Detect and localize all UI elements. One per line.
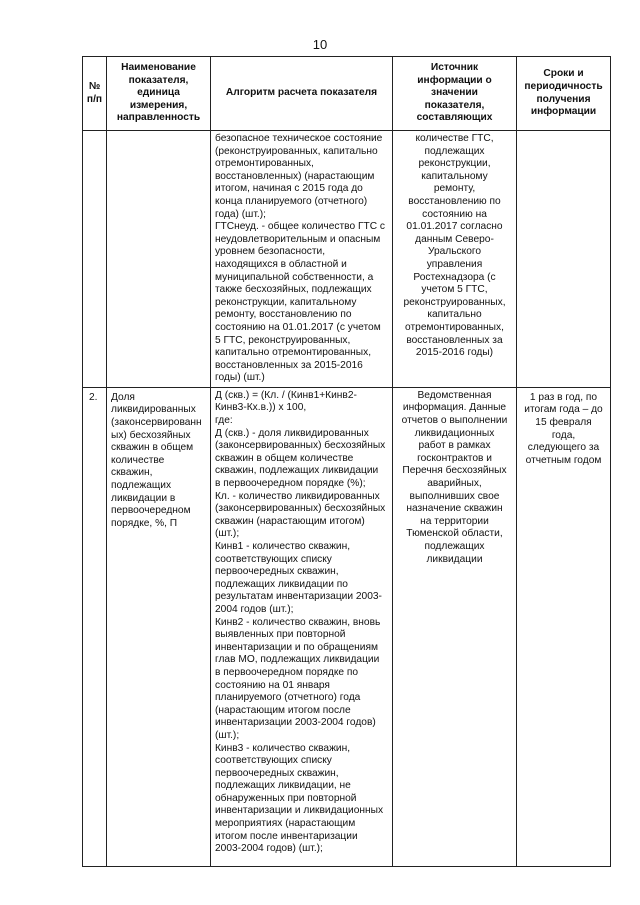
text-line: мероприятиях (нарастающим — [215, 818, 356, 830]
text-line: Кинв3 - количество скважин, — [215, 742, 351, 754]
header-name: Наименование показателя, единица измерения, направленность — [107, 57, 211, 131]
text-line: капитально отремонтированных, — [215, 347, 372, 359]
text-line: Кл. - количество ликвидированных — [215, 490, 380, 502]
row-2-num: 2. — [83, 387, 107, 866]
text-line: Кинв1 - количество скважин, — [215, 541, 351, 552]
text-line: назначение скважин — [406, 503, 503, 515]
text-line: 1 раз в год, по — [529, 391, 598, 403]
text-line: Ростехнадзора (с — [413, 271, 496, 283]
text-line: подлежащих ликвидации, не — [215, 780, 351, 792]
text-line: ликвидации в — [111, 492, 176, 504]
text-line: отчетов о выполнении — [401, 415, 508, 427]
text-line: подлежащих — [424, 145, 485, 157]
text-line: отремонтированных, — [215, 158, 314, 170]
text-line: скважин в общем — [111, 442, 194, 454]
text-line: 15 февраля — [535, 417, 592, 429]
row-1-name — [107, 131, 211, 388]
text-line: следующего за — [527, 442, 600, 454]
row-1-algorithm — [211, 131, 393, 388]
text-line: состоянию на — [422, 208, 487, 220]
text-line: отчетным годом — [525, 454, 602, 466]
text-line: выполнивших свое — [409, 490, 500, 502]
page-number: 10 — [312, 37, 328, 52]
text-line: скважин, — [111, 467, 153, 479]
text-line: итогом после инвентаризации — [215, 830, 358, 842]
text-line: ликвидированных — [111, 404, 196, 416]
indicator-table — [82, 56, 611, 867]
header-algorithm: Алгоритм расчета показателя — [211, 57, 393, 131]
text-line: года, — [551, 429, 576, 441]
text-line: состоянию на 01.01.2017 (с учетом — [215, 321, 381, 333]
text-line: соответствующих списку — [215, 755, 332, 767]
text-line: обнаруженных при повторной — [215, 792, 357, 804]
text-line: реконструкции, капитальному — [215, 296, 357, 308]
text-line: данным Северо- — [415, 233, 494, 245]
text-line: на территории — [420, 515, 489, 527]
text-line: подлежащих — [111, 480, 172, 492]
text-line: (законсервированных) бесхозяйных — [215, 503, 386, 515]
text-line: в первоочередном порядке (%); — [215, 478, 366, 490]
text-line: Уральского — [427, 246, 482, 258]
text-line: Перечня бесхозяйных — [402, 465, 507, 477]
row-1-source — [393, 131, 517, 388]
text-line: учетом 5 ГТС, — [421, 284, 488, 296]
text-line: порядке, %, П — [111, 517, 178, 529]
text-line: ГТСнеуд. - общее количество ГТС с — [215, 221, 385, 233]
row-1-terms — [517, 131, 611, 388]
text-line: Доля — [111, 391, 135, 403]
row-2-source — [393, 387, 517, 866]
text-line: 5 ГТС, реконструированных, — [215, 334, 351, 346]
text-line: глав МО, подлежащих ликвидации — [215, 654, 380, 666]
text-line: первоочередном — [111, 505, 191, 517]
text-line: первоочередных скважин, — [215, 566, 339, 578]
text-line: работ в рамках — [418, 440, 491, 452]
text-line: реконструированных, — [403, 296, 506, 308]
text-line: конца планируемого (отчетного) — [215, 195, 368, 207]
text-line: 2003-2004 годов) (шт.); — [215, 843, 323, 855]
text-line: инвентаризации 2003-2004 годов) — [215, 717, 376, 729]
text-line: неудовлетворительным и опасным — [215, 233, 381, 245]
text-line: скважин (нарастающим итогом) — [215, 515, 365, 527]
text-line: ремонту, восстановлению по — [215, 309, 352, 321]
text-line: муниципальной собственности, а — [215, 271, 374, 283]
table-header-row — [83, 57, 611, 131]
table-row — [83, 387, 611, 866]
text-line: безопасное техническое состояние — [215, 133, 383, 144]
text-line: (законсервированн — [111, 417, 202, 429]
text-line: (реконструированных, капитально — [215, 145, 378, 157]
text-line: уровнем безопасности, — [215, 246, 326, 258]
text-line: количестве — [111, 454, 165, 466]
text-line: находящихся в областной и — [215, 258, 347, 270]
text-line: также бесхозяйных, подлежащих — [215, 284, 372, 296]
text-line: где: — [215, 415, 233, 427]
text-line: аварийных, — [427, 478, 482, 490]
text-line: Кинв2 - количество скважин, вновь — [215, 616, 381, 628]
text-line: Ведомственная — [417, 389, 492, 401]
text-line: Д (скв.) = (Кл. / (Кинв1+Кинв2- — [215, 389, 357, 401]
text-line: первоочередных скважин, — [215, 767, 339, 779]
text-line: Кинв3-Кх.в.)) х 100, — [215, 402, 307, 414]
row-2-algorithm — [211, 387, 393, 866]
text-line: подлежащих — [424, 541, 485, 552]
text-line: Тюменской области, — [406, 528, 503, 540]
text-line: информация. Данные — [402, 402, 507, 414]
text-line: в первоочередном порядке по — [215, 666, 359, 678]
text-line: 01.01.2017 согласно — [406, 221, 503, 233]
text-line: итогом, начиная с 2015 года до — [215, 183, 363, 195]
text-line: (шт.); — [215, 528, 240, 540]
text-line: инвентаризации и по обращениям — [215, 641, 378, 653]
row-2-terms — [517, 387, 611, 866]
header-source: Источник информации о значении показателя, составляющих — [393, 57, 517, 131]
table-row — [83, 131, 611, 388]
text-line: восстановленных) (нарастающим — [215, 170, 375, 182]
text-line: (шт.); — [215, 729, 240, 741]
text-line: управления — [426, 258, 483, 270]
text-line: ремонту, — [433, 183, 476, 195]
text-line: соответствующих списку — [215, 553, 332, 565]
text-line: восстановленных за — [406, 334, 503, 346]
text-line: состоянию на 01 января — [215, 679, 330, 691]
text-line: 2004 годов (шт.); — [215, 603, 294, 615]
row-2-name — [107, 387, 211, 866]
text-line: восстановлению по — [408, 195, 501, 207]
text-line: (нарастающим итогом после — [215, 704, 351, 716]
text-line: ликвидационных — [414, 427, 495, 439]
text-line: отремонтированных, — [405, 321, 504, 333]
text-line: капитальному — [421, 170, 488, 182]
row-1-num — [83, 131, 107, 388]
text-line: восстановленных за 2015-2016 — [215, 359, 363, 371]
text-line: планируемого (отчетного) года — [215, 692, 361, 704]
text-line: годы) (шт.) — [215, 372, 265, 384]
text-line: Д (скв.) - доля ликвидированных — [215, 427, 369, 439]
text-line: ликвидации — [426, 553, 483, 565]
text-line: инвентаризации и ликвидационных — [215, 805, 384, 817]
text-line: капитально — [427, 309, 482, 321]
text-line: скважин в общем количестве — [215, 452, 354, 464]
text-line: выявленных при повторной — [215, 629, 346, 641]
header-terms: Сроки и периодичность получения информации — [517, 57, 611, 131]
text-line: итогам года – до — [524, 404, 603, 416]
header-num: № п/п — [83, 57, 107, 131]
text-line: подлежащих ликвидации по — [215, 578, 348, 590]
text-line: ых) бесхозяйных — [111, 429, 191, 441]
text-line: госконтрактов и — [417, 452, 492, 464]
text-line: реконструкции, — [418, 158, 491, 170]
text-line: количестве ГТС, — [415, 133, 494, 144]
text-line: результатам инвентаризации 2003- — [215, 591, 382, 603]
text-line: (законсервированных) бесхозяйных — [215, 440, 386, 452]
text-line: 2015-2016 годы) — [415, 347, 494, 359]
text-line: года) (шт.); — [215, 208, 266, 220]
text-line: скважин, подлежащих ликвидации — [215, 465, 379, 477]
